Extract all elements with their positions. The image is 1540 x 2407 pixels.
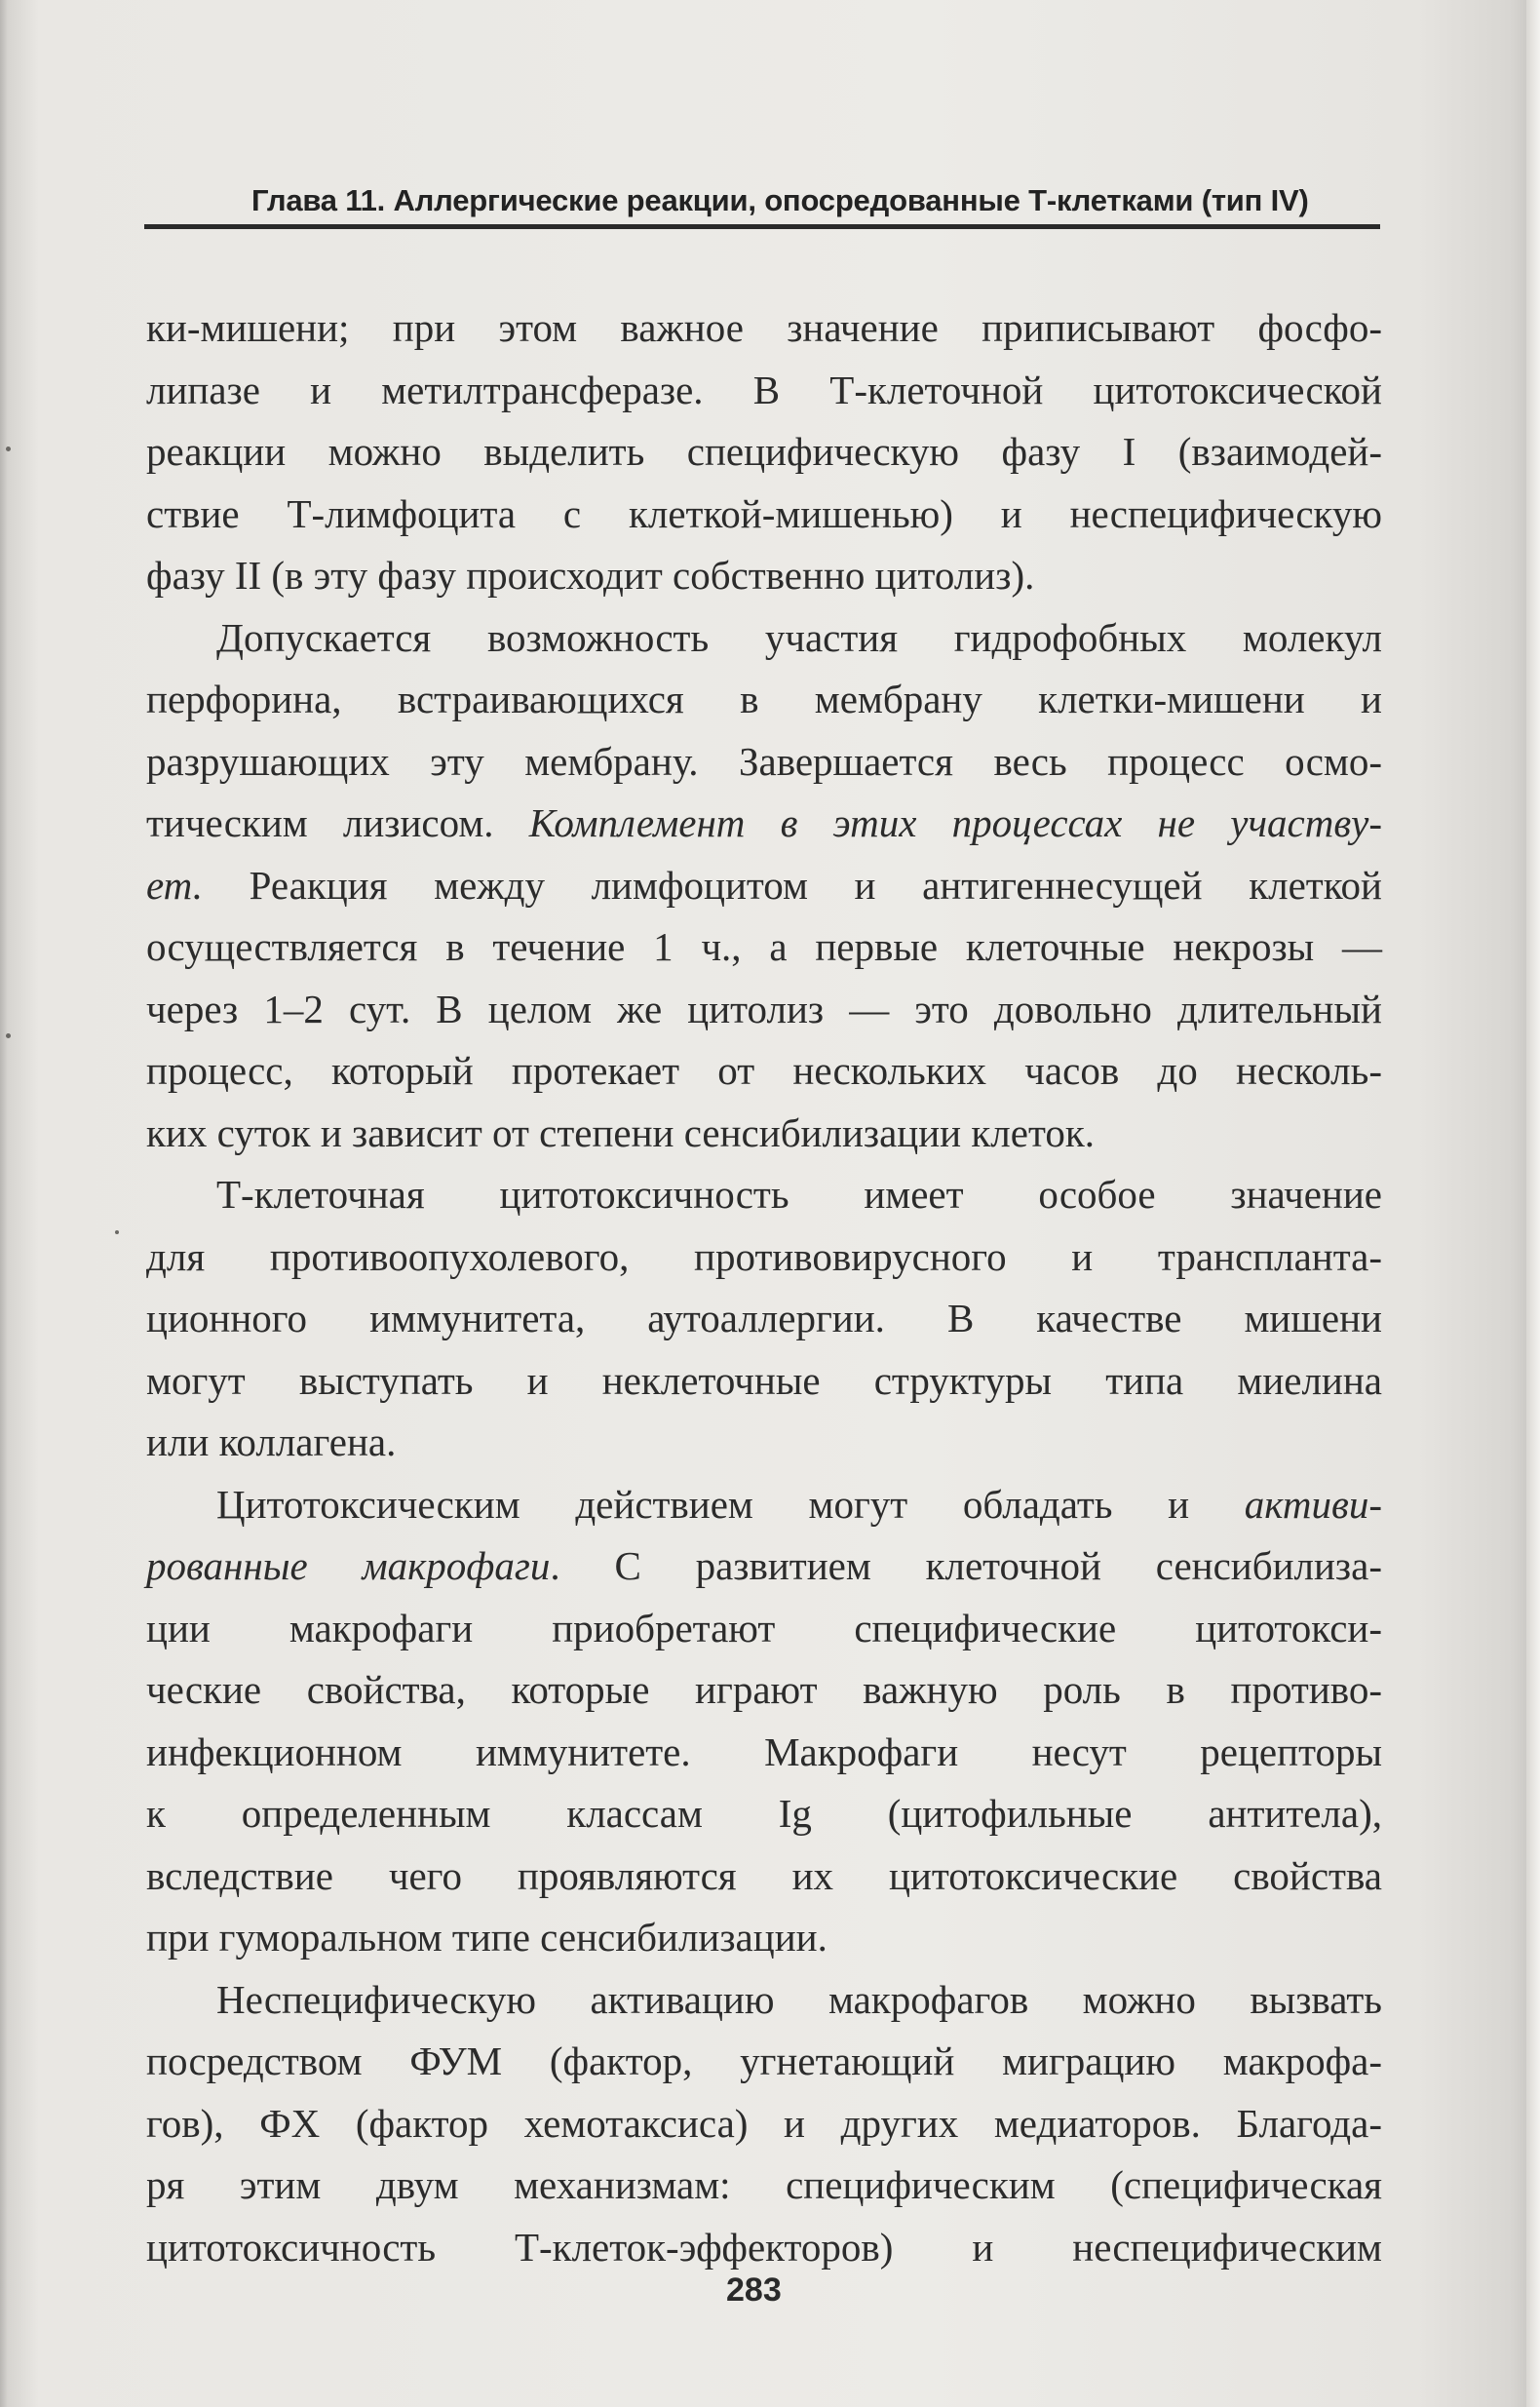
text-line: вследствие чего проявляются их цитотоксические свойства bbox=[146, 1852, 1382, 1898]
text-line: гов), ФХ (фактор хемотаксиса) и других медиаторов. Благода- bbox=[146, 2100, 1382, 2146]
text-line: ционного иммунитета, аутоаллергии. В качестве мишени bbox=[146, 1296, 1382, 1340]
text-line: для противоопухолевого, противовирусного и транспланта- bbox=[146, 1233, 1382, 1279]
scan-speck bbox=[6, 446, 11, 451]
italic-emphasis: активи- bbox=[1244, 1481, 1382, 1527]
running-header bbox=[144, 174, 1380, 229]
scan-speck bbox=[6, 1033, 11, 1038]
text-line bbox=[146, 855, 1382, 917]
text-line bbox=[146, 1535, 1382, 1598]
italic-emphasis: Комплемент в этих процессах не участву- bbox=[528, 800, 1382, 845]
text-line: могут выступать и неклеточные структуры типа миелина bbox=[146, 1357, 1382, 1403]
text-line: ких суток и зависит от степени сенсибилизации клеток. bbox=[146, 1109, 1095, 1155]
text-run: Цитотоксическим действием могут обладать и bbox=[216, 1481, 1245, 1527]
text-line: разрушающих эту мембрану. Завершается весь процесс осмо- bbox=[146, 738, 1382, 784]
text-line: Неспецифическую активацию макрофагов можно вызвать bbox=[216, 1976, 1382, 2022]
paragraph-5 bbox=[146, 1969, 1382, 2279]
text-line: при гуморальном типе сенсибилизации. bbox=[146, 1915, 828, 1960]
paragraph-3 bbox=[146, 1164, 1382, 1474]
paragraph-4 bbox=[146, 1474, 1382, 1969]
text-line: Т-клеточная цитотоксичность имеет особое значение bbox=[216, 1172, 1382, 1217]
text-line: липазе и метилтрансферазе. В Т-клеточной цитотоксической bbox=[146, 367, 1382, 412]
page-edge bbox=[1526, 0, 1540, 2407]
text-line: к определенным классам Ig (цитофильные антитела), bbox=[146, 1791, 1382, 1836]
paragraph-1 bbox=[146, 297, 1382, 607]
text-line: осуществляется в течение 1 ч., а первые клеточные некрозы — bbox=[146, 924, 1382, 969]
text-line: ки-мишени; при этом важное значение приписывают фосфо- bbox=[146, 305, 1382, 350]
text-line: Допускается возможность участия гидрофобных молекул bbox=[216, 614, 1382, 660]
text-run: тическим лизисом. bbox=[146, 800, 529, 845]
text-line: фазу II (в эту фазу происходит собственно цитолиз). bbox=[146, 553, 1035, 598]
text-line: инфекционном иммунитете. Макрофаги несут рецепторы bbox=[146, 1728, 1382, 1774]
text-line: ческие свойства, которые играют важную роль в противо- bbox=[146, 1667, 1382, 1712]
text-line: ции макрофаги приобретают специфические цитотокси- bbox=[146, 1605, 1382, 1650]
text-line: цитотоксичность Т-клеток-эффекторов) и неспецифическим bbox=[146, 2224, 1382, 2270]
paragraph-2 bbox=[146, 607, 1382, 1165]
page-number: 283 bbox=[726, 2271, 782, 2309]
text-line: процесс, который протекает от нескольких часов до несколь- bbox=[146, 1048, 1382, 1093]
text-line: ря этим двум механизмам: специфическим (специфическая bbox=[146, 2162, 1382, 2207]
text-line: посредством ФУМ (фактор, угнетающий миграцию макрофа- bbox=[146, 2038, 1382, 2083]
text-line bbox=[146, 1474, 1382, 1536]
text-line bbox=[146, 793, 1382, 855]
italic-emphasis: рованные макрофаги bbox=[146, 1543, 551, 1588]
text-line: или коллагена. bbox=[146, 1419, 397, 1464]
text-line: ствие Т-лимфоцита с клеткой-мишенью) и неспецифическую bbox=[146, 490, 1382, 536]
italic-emphasis: ет. bbox=[146, 862, 204, 908]
text-line: через 1–2 сут. В целом же цитолиз — это довольно длительный bbox=[146, 986, 1382, 1031]
text-line: перфорина, встраивающихся в мембрану клетки-мишени и bbox=[146, 677, 1382, 721]
running-title: Глава 11. Аллергические реакции, опосредованные Т-клетками (тип IV) bbox=[251, 183, 1309, 217]
scan-speck bbox=[115, 1230, 119, 1234]
body-text bbox=[146, 297, 1382, 2278]
text-run: . С развитием клеточной сенсибилиза- bbox=[550, 1543, 1382, 1588]
text-run: Реакция между лимфоцитом и антигеннесущей клеткой bbox=[203, 862, 1382, 908]
text-line: реакции можно выделить специфическую фазу I (взаимодей- bbox=[146, 429, 1382, 474]
